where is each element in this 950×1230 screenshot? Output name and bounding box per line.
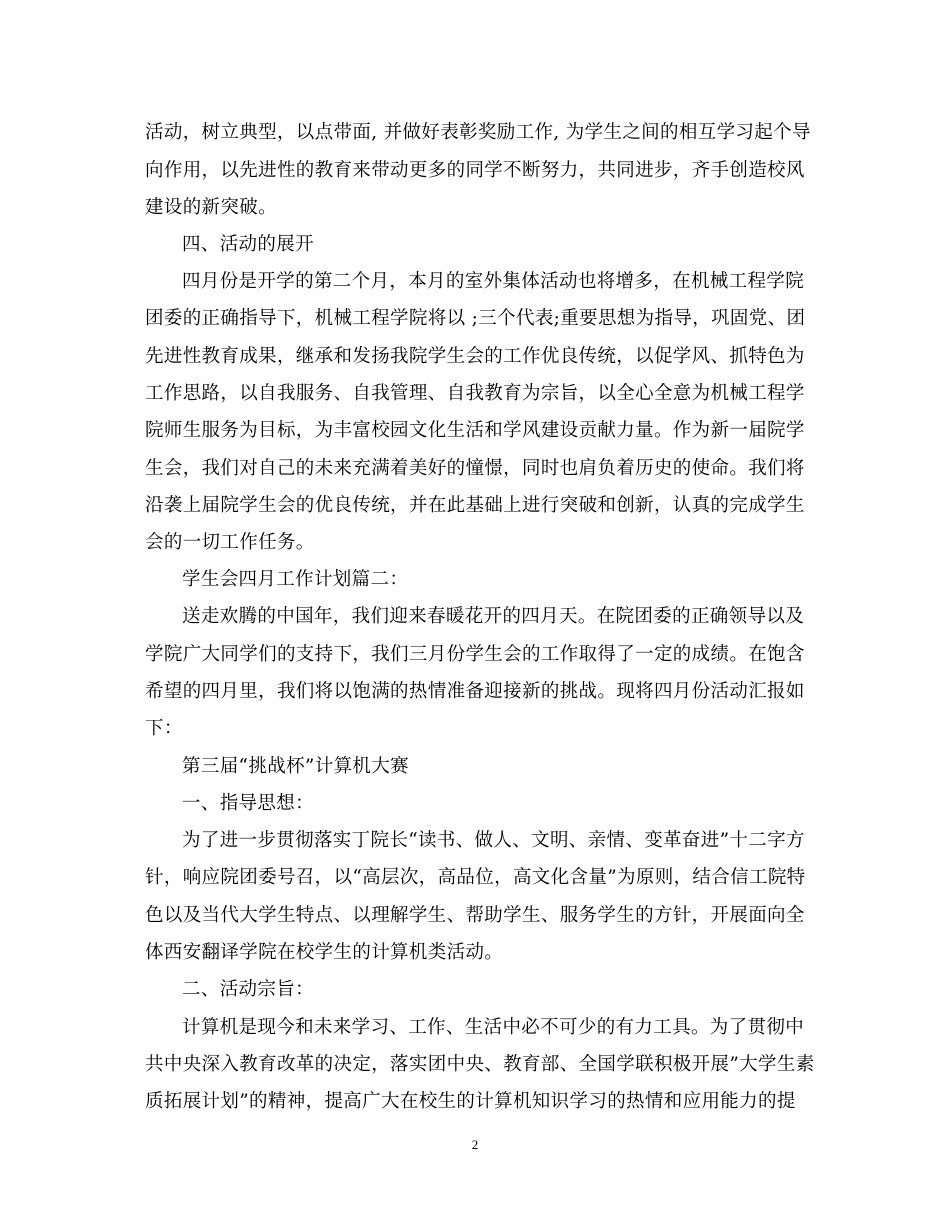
body-text-line: 生会，我们对自己的未来充满着美好的憧憬，同时也肩负着历史的使命。我们将 [145, 458, 805, 479]
section-heading: 一、指导思想： [182, 793, 314, 814]
page-number: 2 [471, 1137, 479, 1152]
body-text-line: 下： [145, 718, 183, 739]
body-text-line: 院师生服务为目标，为丰富校园文化生活和学风建设贡献力量。作为新一届院学 [145, 420, 805, 441]
body-text-line: 先进性教育成果，继承和发扬我院学生会的工作优良传统，以促学风、抓特色为 [145, 346, 805, 367]
body-text-line: 向作用，以先进性的教育来带动更多的同学不断努力，共同进步，齐手创造校风 [145, 160, 805, 181]
body-text-line: 针，响应院团委号召，以“高层次，高品位，高文化含量”为原则，结合信工院特 [145, 867, 806, 888]
body-text-line: 共中央深入教育改革的决定，落实团中央、教育部、全国学联积极开展”大学生素 [145, 1054, 815, 1075]
body-text-line: 活动，树立典型，以点带面, 并做好表彰奖励工作, 为学生之间的相互学习起个导 [145, 122, 811, 143]
body-text-line: 团委的正确指导下，机械工程学院将以 ;三个代表;重要思想为指导，巩固党、团 [145, 308, 806, 329]
body-text-line: 体西安翻译学院在校学生的计算机类活动。 [145, 942, 504, 963]
body-text-line: 建设的新突破。 [145, 197, 277, 218]
body-text-line: 希望的四月里，我们将以饱满的热情准备迎接新的挑战。现将四月份活动汇报如 [145, 681, 805, 702]
body-text-line: 四月份是开学的第二个月，本月的室外集体活动也将增多，在机械工程学院 [182, 271, 805, 292]
body-text-line: 色以及当代大学生特点、以理解学生、帮助学生、服务学生的方针，开展面向全 [145, 905, 805, 926]
section-heading: 二、活动宗旨： [182, 979, 314, 1000]
body-text-line: 工作思路，以自我服务、自我管理、自我教育为宗旨，以全心全意为机械工程学 [145, 383, 805, 404]
body-text-line: 学院广大同学们的支持下，我们三月份学生会的工作取得了一定的成绩。在饱含 [145, 644, 805, 665]
section-heading: 学生会四月工作计划篇二： [182, 569, 409, 590]
section-heading: 四、活动的展开 [182, 234, 314, 255]
body-text-line: 质拓展计划”的精神，提高广大在校生的计算机知识学习的热情和应用能力的提 [145, 1091, 796, 1112]
body-text-line: 送走欢腾的中国年，我们迎来春暖花开的四月天。在院团委的正确领导以及 [182, 606, 805, 627]
body-text-line: 会的一切工作任务。 [145, 532, 315, 553]
body-text-line: 计算机是现今和未来学习、工作、生活中必不可少的有力工具。为了贯彻中 [182, 1017, 805, 1038]
section-heading: 第三届“挑战杯”计算机大赛 [182, 756, 409, 777]
body-text-line: 沿袭上届院学生会的优良传统，并在此基础上进行突破和创新，认真的完成学生 [145, 495, 805, 516]
body-text-line: 为了进一步贯彻落实丁院长“读书、做人、文明、亲情、变革奋进”十二字方 [182, 830, 805, 851]
